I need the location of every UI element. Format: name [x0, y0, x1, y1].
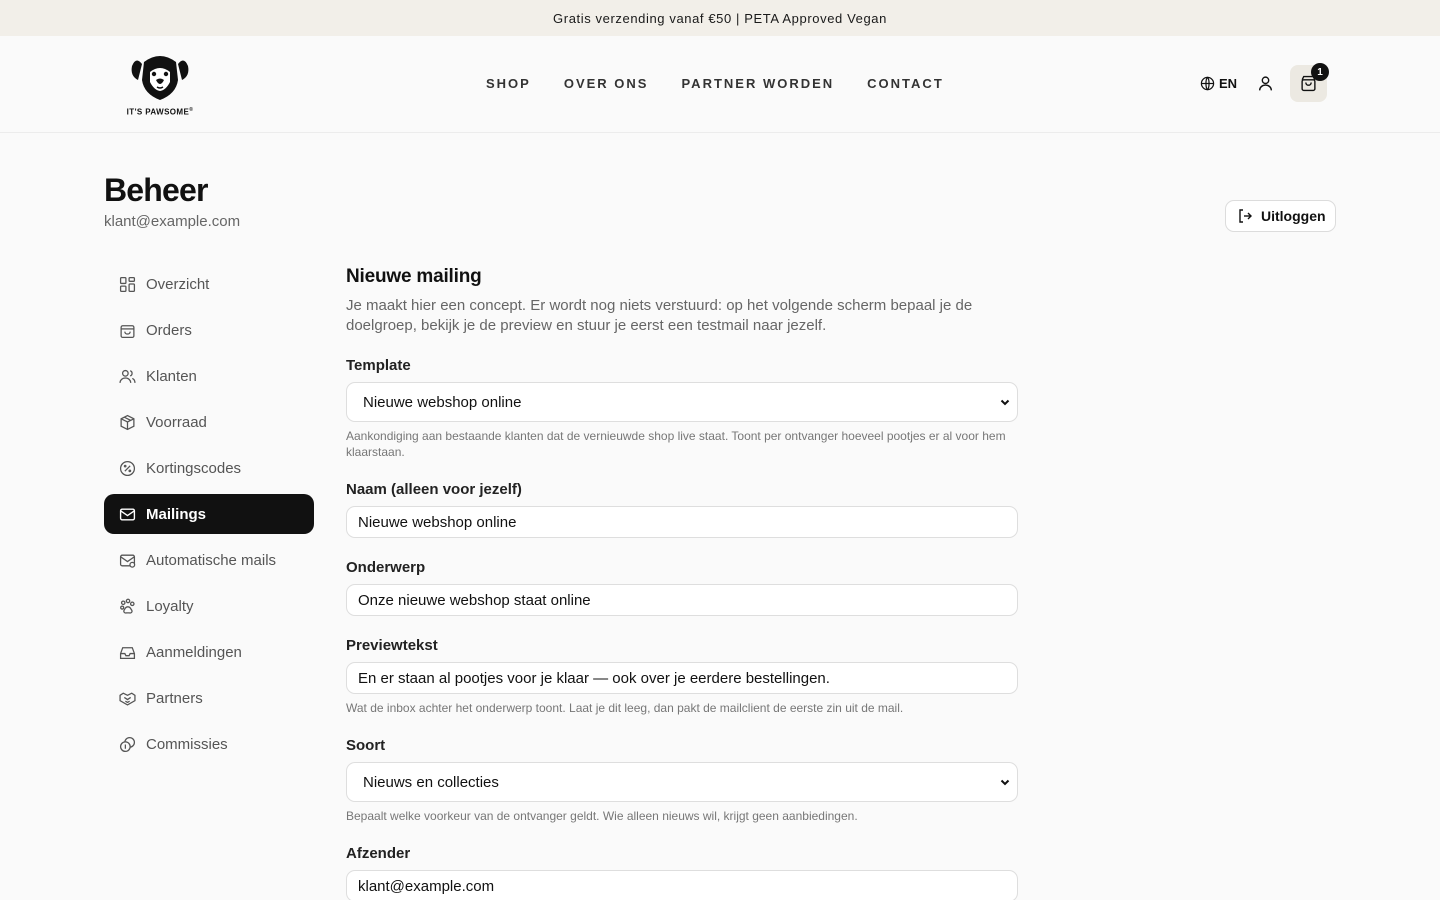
sidebar-item-partners[interactable]: [104, 678, 314, 718]
template-label: Template: [346, 357, 411, 374]
sidebar-item-label: Overzicht: [146, 275, 210, 293]
sidebar-item-commissies[interactable]: [104, 724, 314, 764]
preview-help: Wat de inbox achter het onderwerp toont. Laat je dit leeg, dan pakt de mailclient de eerste zin uit de mail.: [346, 701, 904, 715]
account-email: klant@example.com: [104, 213, 241, 230]
inbox-icon: [118, 643, 136, 661]
sidebar-item-overzicht[interactable]: [104, 264, 314, 304]
discount-icon: [118, 459, 136, 477]
sender-field-value: klant@example.com: [358, 877, 495, 895]
language-switch[interactable]: [1200, 76, 1237, 91]
brand-logo[interactable]: [118, 50, 202, 120]
globe-icon: [1200, 76, 1215, 91]
cart-count-badge: 1: [1311, 63, 1329, 81]
admin-sidebar: [104, 264, 314, 770]
mail-icon: [118, 505, 136, 523]
nav-contact[interactable]: CONTACT: [867, 76, 944, 91]
sidebar-item-label: Kortingscodes: [146, 459, 242, 477]
sidebar-item-voorraad[interactable]: [104, 402, 314, 442]
logout-label: Uitloggen: [1261, 208, 1326, 224]
language-label: EN: [1219, 76, 1238, 91]
template-select-value: Nieuwe webshop online: [363, 393, 522, 411]
form-intro: Je maakt hier een concept. Er wordt nog niets verstuurd: op het volgende scherm bepaal je de doelgroep, bekijk je de preview en stuur je eerst een testmail naar jezelf.: [346, 297, 973, 334]
sidebar-item-label: Aanmeldingen: [146, 643, 242, 661]
name-label: Naam (alleen voor jezelf): [346, 481, 522, 498]
sender-label: Afzender: [346, 845, 411, 862]
nav-over-ons[interactable]: OVER ONS: [563, 76, 649, 91]
sidebar-item-label: Partners: [146, 689, 203, 707]
preview-label: Previewtekst: [346, 637, 438, 654]
grid-icon: [118, 275, 136, 293]
page-title: Beheer: [104, 172, 208, 208]
paw-icon: [118, 597, 136, 615]
nav-shop[interactable]: SHOP: [486, 76, 531, 91]
sidebar-item-label: Loyalty: [146, 597, 194, 615]
sidebar-item-label: Voorraad: [146, 413, 207, 431]
sidebar-item-label: Mailings: [146, 505, 207, 523]
chevron-down-icon: [999, 776, 1011, 788]
form-heading: Nieuwe mailing: [346, 266, 482, 287]
mail-auto-icon: [118, 551, 136, 569]
sidebar-item-loyalty[interactable]: [104, 586, 314, 626]
kind-help: Bepaalt welke voorkeur van de ontvanger geldt. Wie alleen nieuws wil, krijgt geen aanbiedingen.: [346, 809, 858, 823]
main-nav: [486, 76, 944, 91]
sidebar-item-label: Automatische mails: [146, 551, 277, 569]
sidebar-item-kortingscodes[interactable]: [104, 448, 314, 488]
kind-select-value: Nieuws en collecties: [363, 773, 499, 791]
nav-partner-worden[interactable]: PARTNER WORDEN: [681, 76, 835, 91]
sidebar-item-label: Orders: [146, 321, 192, 339]
name-field-value: Nieuwe webshop online: [358, 513, 517, 531]
bag-icon: [118, 321, 136, 339]
subject-field-value: Onze nieuwe webshop staat online: [358, 591, 591, 609]
account-button[interactable]: [1257, 75, 1275, 93]
template-select[interactable]: [346, 382, 1018, 422]
mailing-form-header: [346, 266, 1018, 336]
template-help: Aankondiging aan bestaande klanten dat de vernieuwde shop live staat. Toont per ontvanger hoeveel pootjes er al voor hem klaarstaan.: [346, 429, 1006, 459]
subject-field[interactable]: [346, 584, 1018, 616]
announcement-bar: [0, 0, 1440, 36]
sidebar-item-automatische-mails[interactable]: [104, 540, 314, 580]
name-field[interactable]: [346, 506, 1018, 538]
brand-name: IT'S PAWSOME®: [126, 107, 194, 117]
coins-icon: [118, 735, 136, 753]
handshake-icon: [118, 689, 136, 707]
sidebar-item-mailings[interactable]: [104, 494, 314, 534]
users-icon: [118, 367, 136, 385]
preview-field-value: En er staan al pootjes voor je klaar — ook over je eerdere bestellingen.: [358, 669, 830, 687]
box-icon: [118, 413, 136, 431]
announcement-text: Gratis verzending vanaf €50 | PETA Approved Vegan: [553, 10, 887, 26]
dog-logo-icon: [130, 50, 190, 102]
sender-field[interactable]: [346, 870, 1018, 900]
sidebar-item-aanmeldingen[interactable]: [104, 632, 314, 672]
kind-label: Soort: [346, 737, 386, 754]
preview-field[interactable]: [346, 662, 1018, 694]
site-header: [0, 36, 1440, 133]
subject-label: Onderwerp: [346, 559, 426, 576]
chevron-down-icon: [999, 396, 1011, 408]
sidebar-item-klanten[interactable]: [104, 356, 314, 396]
sidebar-item-orders[interactable]: [104, 310, 314, 350]
sidebar-item-label: Commissies: [146, 735, 228, 753]
logout-button[interactable]: [1225, 200, 1336, 232]
sidebar-item-label: Klanten: [146, 367, 197, 385]
logout-icon: [1237, 208, 1253, 224]
user-icon: [1257, 75, 1274, 92]
kind-select[interactable]: [346, 762, 1018, 802]
